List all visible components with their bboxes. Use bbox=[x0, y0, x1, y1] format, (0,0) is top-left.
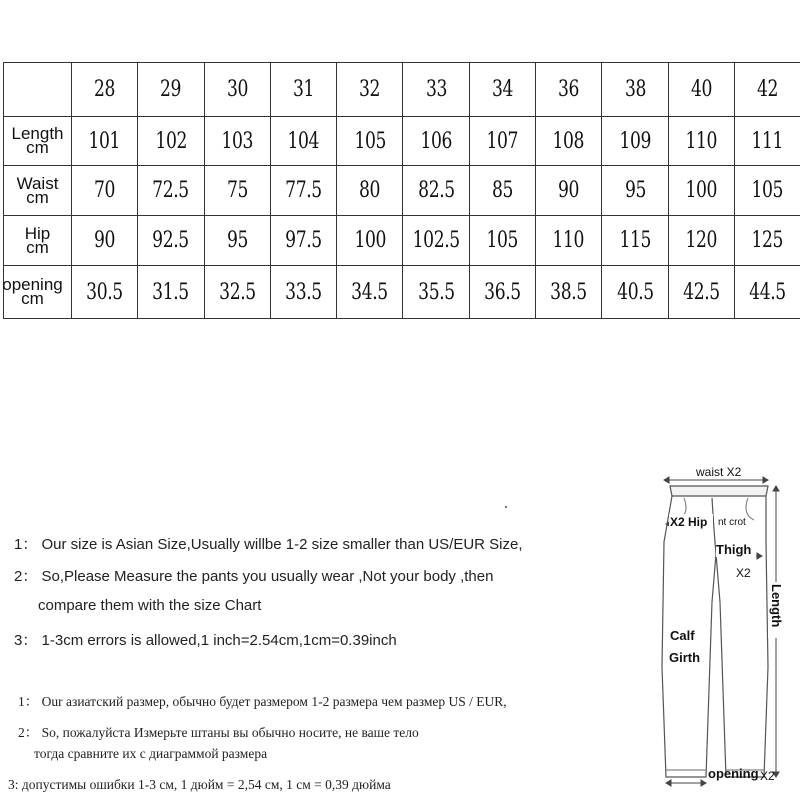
table-cell: 44.5 bbox=[734, 266, 800, 319]
front-crotch-label: nt crot bbox=[718, 517, 746, 528]
table-cell: 102.5 bbox=[403, 216, 469, 266]
table-cell: 33.5 bbox=[270, 266, 336, 319]
table-cell: 95 bbox=[602, 166, 668, 216]
table-cell: 32.5 bbox=[204, 266, 270, 319]
size-header-cell: 33 bbox=[403, 63, 469, 117]
note-en-2a: 2： So,Please Measure the pants you usually wear ,Not your body ,then bbox=[14, 568, 494, 585]
table-cell: 85 bbox=[469, 166, 535, 216]
table-cell: 106 bbox=[403, 117, 469, 166]
size-header-cell: 31 bbox=[270, 63, 336, 117]
row-header-hip: Hip cm bbox=[4, 216, 72, 266]
table-cell: 111 bbox=[734, 117, 800, 166]
table-cell: 105 bbox=[469, 216, 535, 266]
table-cell: 42.5 bbox=[668, 266, 734, 319]
table-cell: 110 bbox=[536, 216, 602, 266]
pants-diagram-svg bbox=[656, 462, 796, 794]
opening-x2-label: X2 bbox=[760, 769, 775, 783]
table-cell: 34.5 bbox=[337, 266, 403, 319]
table-cell: 80 bbox=[337, 166, 403, 216]
table-cell: 100 bbox=[668, 166, 734, 216]
table-row bbox=[4, 117, 800, 166]
size-header-cell: 29 bbox=[138, 63, 204, 117]
corner-cell bbox=[4, 63, 72, 117]
table-cell: 101 bbox=[72, 117, 138, 166]
thigh-label: Thigh bbox=[716, 542, 752, 557]
table-cell: 109 bbox=[602, 117, 668, 166]
table-cell: 120 bbox=[668, 216, 734, 266]
size-header-cell: 42 bbox=[734, 63, 800, 117]
table-cell: 90 bbox=[536, 166, 602, 216]
table-cell: 82.5 bbox=[403, 166, 469, 216]
hip-label: X2 Hip bbox=[670, 515, 708, 529]
table-cell: 31.5 bbox=[138, 266, 204, 319]
waist-label: waist X2 bbox=[696, 465, 742, 479]
table-cell: 72.5 bbox=[138, 166, 204, 216]
pants-measurement-diagram bbox=[656, 462, 796, 794]
table-cell: 70 bbox=[72, 166, 138, 216]
size-header-row bbox=[4, 63, 800, 117]
thigh-x2-label: X2 bbox=[736, 566, 751, 580]
calf-label: Calf bbox=[670, 628, 695, 643]
opening-dimension-arrow bbox=[666, 780, 706, 786]
table-cell: 95 bbox=[204, 216, 270, 266]
girth-label: Girth bbox=[669, 650, 701, 665]
size-header-cell: 32 bbox=[337, 63, 403, 117]
note-ru-1: 1： Our азиатский размер, обычно будет размером 1-2 размера чем размер US / EUR, bbox=[18, 694, 507, 709]
note-ru-2a: 2： So, пожалуйста Измерьте штаны вы обычно носите, не ваше тело bbox=[18, 725, 419, 740]
table-cell: 77.5 bbox=[270, 166, 336, 216]
size-chart-table bbox=[3, 62, 800, 319]
table-row bbox=[4, 166, 800, 216]
table-cell: 90 bbox=[72, 216, 138, 266]
table-cell: 102 bbox=[138, 117, 204, 166]
table-cell: 105 bbox=[734, 166, 800, 216]
size-header-cell: 38 bbox=[602, 63, 668, 117]
note-en-2b: compare them with the size Chart bbox=[38, 597, 262, 614]
table-cell: 103 bbox=[204, 117, 270, 166]
table-cell: 97.5 bbox=[270, 216, 336, 266]
row-header-length: Length cm bbox=[4, 117, 72, 166]
table-cell: 92.5 bbox=[138, 216, 204, 266]
table-cell: 105 bbox=[337, 117, 403, 166]
table-cell: 30.5 bbox=[72, 266, 138, 319]
table-row bbox=[4, 216, 800, 266]
size-header-cell: 40 bbox=[668, 63, 734, 117]
table-row bbox=[4, 266, 800, 319]
length-label: Length bbox=[769, 584, 784, 628]
row-header-opening: opening cm bbox=[4, 266, 72, 319]
size-header-cell: 34 bbox=[469, 63, 535, 117]
size-header-cell: 30 bbox=[204, 63, 270, 117]
table-cell: 125 bbox=[734, 216, 800, 266]
note-en-3: 3： 1-3cm errors is allowed,1 inch=2.54cm,1cm=0.39inch bbox=[14, 632, 397, 649]
table-cell: 108 bbox=[536, 117, 602, 166]
size-header-cell: 28 bbox=[72, 63, 138, 117]
row-header-waist: Waist cm bbox=[4, 166, 72, 216]
stray-dot bbox=[505, 506, 507, 508]
size-header-cell: 36 bbox=[536, 63, 602, 117]
note-ru-3: 3: допустимы ошибки 1-3 см, 1 дюйм = 2,54 см, 1 см = 0,39 дюйма bbox=[8, 777, 391, 792]
table-cell: 115 bbox=[602, 216, 668, 266]
table-cell: 107 bbox=[469, 117, 535, 166]
table-cell: 38.5 bbox=[536, 266, 602, 319]
note-ru-2b: тогда сравните их с диаграммой размера bbox=[34, 746, 268, 761]
opening-label: opening bbox=[708, 766, 759, 781]
table-cell: 36.5 bbox=[469, 266, 535, 319]
table-cell: 110 bbox=[668, 117, 734, 166]
table-cell: 75 bbox=[204, 166, 270, 216]
table-cell: 100 bbox=[337, 216, 403, 266]
table-cell: 104 bbox=[270, 117, 336, 166]
table-cell: 35.5 bbox=[403, 266, 469, 319]
table-cell: 40.5 bbox=[602, 266, 668, 319]
note-en-1: 1： Our size is Asian Size,Usually willbe 1-2 size smaller than US/EUR Size, bbox=[14, 536, 523, 553]
